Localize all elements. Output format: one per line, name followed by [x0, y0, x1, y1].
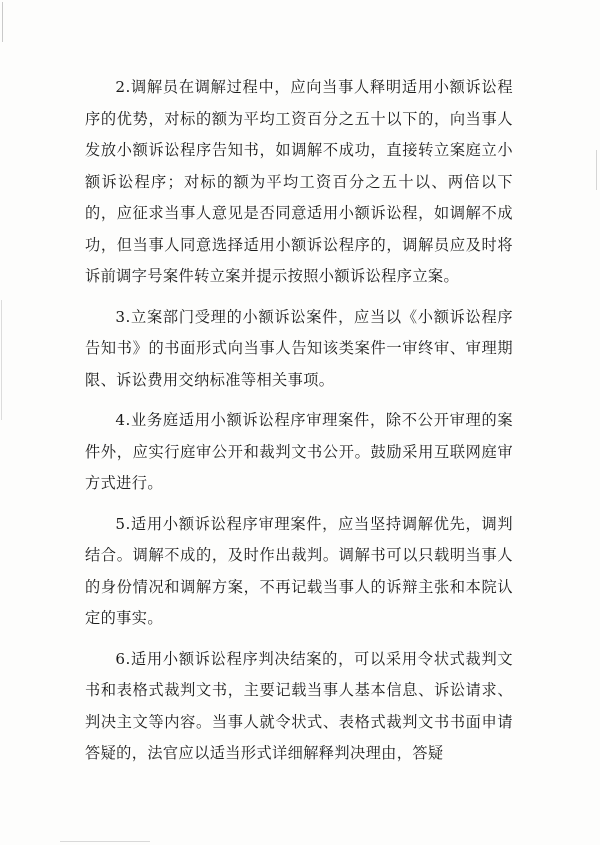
- paragraph-3: 3.立案部门受理的小额诉讼案件，应当以《小额诉讼程序告知书》的书面形式向当事人告知该类案件一审终审、审理期限、诉讼费用交纳标准等相关事项。: [85, 307, 513, 389]
- paragraph-6: 6.适用小额诉讼程序判决结案的，可以采用令状式裁判文书和表格式裁判文书，主要记载当事人基本信息、诉讼请求、判决主文等内容。当事人就令状式、表格式裁判文书书面申请答疑的，法官应以适当形式详细解释判决理由，答疑: [85, 649, 513, 762]
- scan-edge-mark: [2, 2, 3, 42]
- paragraph-4: 4.业务庭适用小额诉讼程序审理案件，除不公开审理的案件外，应实行庭审公开和裁判文书公开。鼓励采用互联网庭审方式进行。: [85, 411, 513, 492]
- paragraph-2: 2.调解员在调解过程中，应向当事人释明适用小额诉讼程序的优势，对标的额为平均工资百分之五十以下的，向当事人发放小额诉讼程序告知书，如调解不成功，直接转立案庭立小额诉讼程序；对标的额为平均工资百分之五十以、两倍以下的，应征求当事人意见是否同意适用小额诉讼程，如调解不成功，但当事人同意选择适用小额诉讼程序的，调解员应及时将诉前调字号案件转立案并提示按照小额诉讼程序立案。: [85, 78, 513, 285]
- scan-edge-mark: [1, 300, 2, 420]
- document-body: [85, 72, 513, 779]
- paragraph-5: 5.适用小额诉讼程序审理案件，应当坚持调解优先，调判结合。调解不成的，及时作出裁判。调解书可以只载明当事人的身份情况和调解方案，不再记载当事人的诉辩主张和本院认定的事实。: [85, 514, 513, 627]
- scan-edge-mark: [596, 150, 597, 190]
- scan-edge-mark: [60, 841, 150, 842]
